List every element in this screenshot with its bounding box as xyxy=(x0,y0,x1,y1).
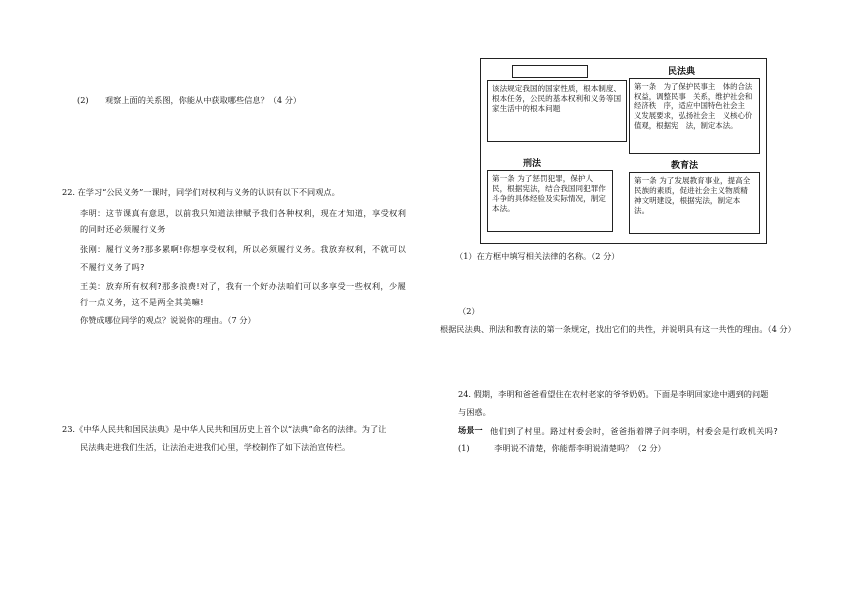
q23-part2-label: （2） xyxy=(458,306,480,316)
q23-line2: 民法典走进我们生活，让法治走进我们心里，学校制作了如下法治宣传栏。 xyxy=(80,442,351,452)
scene1-label: 场景一 xyxy=(458,425,483,435)
q22-question: 你赞成哪位同学的观点？说说你的理由。（7 分） xyxy=(80,315,256,325)
scene1-text: 他们到了村里。路过村委会时，爸爸指着牌子问李明，村委会是行政机关吗? xyxy=(490,426,779,436)
education-law-panel: 第一条 为了发展教育事业，提高全民族的素质，促进社会主义物质精神文明建设，根据宪法，制定本法。 xyxy=(629,172,760,234)
q22-stem: 22. 在学习“公民义务”一课时，同学们对权利与义务的认识有以下不同观点。 xyxy=(62,187,340,197)
criminal-law-title: 刑法 xyxy=(523,159,542,169)
civil-code-title: 民法典 xyxy=(668,67,696,77)
law-poster-diagram xyxy=(480,58,767,244)
education-law-title: 教育法 xyxy=(671,161,699,171)
li-ming-line1: 李明：这节课真有意思，以前我只知道法律赋予我们各种权利，现在才知道，享受权利 xyxy=(80,208,407,218)
wang-mei-line1: 王美：放弃所有权利?那多浪费!对了，我有一个好办法咱们可以多享受一些权利，少履 xyxy=(80,281,407,291)
q23-line1: 23.《中华人民共和国民法典》是中华人民共和国历史上首个以“法典”命名的法律。为了让 xyxy=(62,424,387,434)
zhang-gang-line2: 不履行义务了吗? xyxy=(80,262,145,272)
q21-part2: (2) 观察上面的关系图，你能从中获取哪些信息？（4 分） xyxy=(77,95,302,105)
law-name-blank-box[interactable] xyxy=(512,65,588,78)
q23-part2-text: 根据民法典、刑法和教育法的第一条规定，找出它们的共性，并说明具有这一共性的理由。（4 分） xyxy=(440,324,796,334)
zhang-gang-line1: 张刚：履行义务?那多累啊!你想享受权利，所以必须履行义务。我放弃权利，不就可以 xyxy=(80,244,407,254)
wang-mei-line2: 行一点义务，这不是两全其美嘛! xyxy=(80,297,204,307)
q24-line1: 24. 假期，李明和爸爸看望住在农村老家的爷爷奶奶。下面是李明回家途中遇到的问题 xyxy=(458,389,769,399)
q23-part1: （1）在方框中填写相关法律的名称。（2 分） xyxy=(455,251,620,261)
li-ming-line2: 的同时还必须履行义务 xyxy=(80,224,166,234)
q24-line2: 与困惑。 xyxy=(458,407,491,417)
constitution-panel: 该法规定我国的国家性质，根本制度、根本任务，公民的基本权利和义务等国家生活中的根本问题 xyxy=(487,80,627,142)
criminal-law-panel: 第一条 为了惩罚犯罪，保护人民，根据宪法，结合我国同犯罪作斗争的具体经验及实际情况，制定本法。 xyxy=(487,170,613,232)
q24-part1: (1) 李明说不清楚，你能帮李明说清楚吗？（2 分） xyxy=(458,443,666,453)
civil-code-panel: 第一条 为了保护民事主 体的合法权益，调整民事 关系，维护社会和经济秩 序，适应中国特色社会主 义发展要求，弘扬社会主 义核心价值观，根据宪 法，制定本法。 xyxy=(629,78,760,154)
